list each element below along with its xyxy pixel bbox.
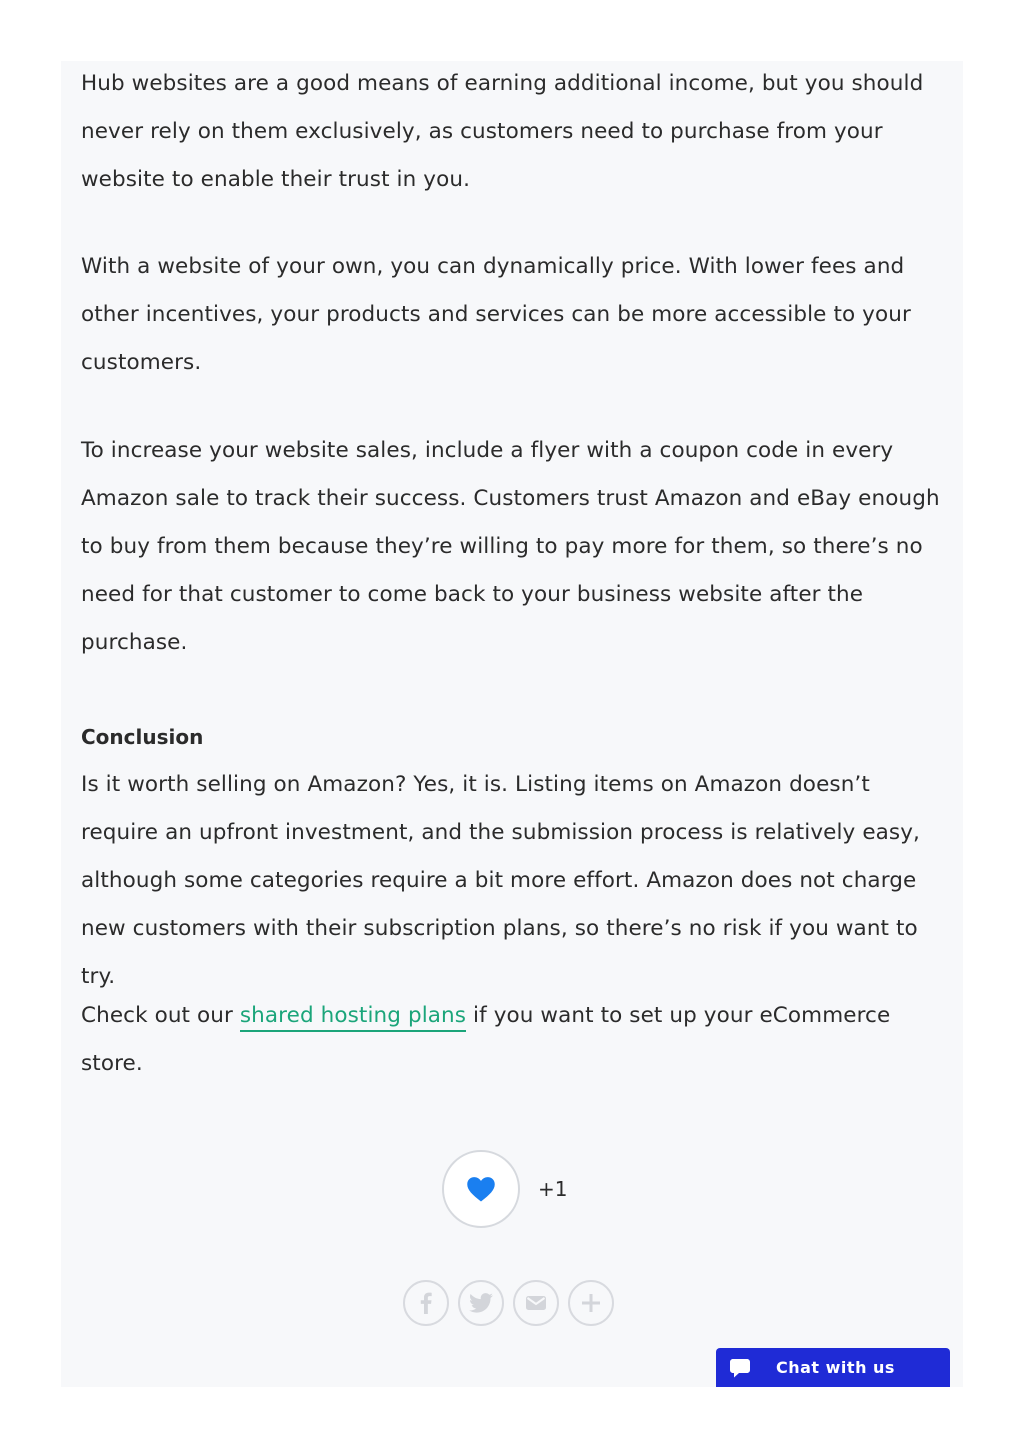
facebook-icon [419,1292,433,1314]
like-count: +1 [538,1177,568,1201]
conclusion-paragraph: Is it worth selling on Amazon? Yes, it is. Listing items on Amazon doesn’t require an upfront investment, and the submission process is relatively easy, although some categories require a bit more effort. Amazon does not charge new customers with their subscription plans, so there’s no risk if you want to try. [81,772,920,989]
cta-paragraph [81,992,951,1088]
heart-icon [466,1175,496,1203]
share-email-button[interactable] [513,1280,559,1326]
like-button[interactable] [442,1150,520,1228]
chat-bubble-icon [716,1348,764,1387]
article-paragraph: To increase your website sales, include a flyer with a coupon code in every Amazon sale to track their success. Customers trust Amazon and eBay enough to buy from them because they’re willing to pay more for them, so there’s no need for that customer to come back to your business website after the purchase. [81,438,940,655]
plus-icon [581,1293,601,1313]
article-paragraph: With a website of your own, you can dynamically price. With lower fees and other incentives, your products and services can be more accessible to your customers. [81,254,911,375]
share-more-button[interactable] [568,1280,614,1326]
share-facebook-button[interactable] [403,1280,449,1326]
cta-text-after: if you want to set up your eCommerce store. [81,1003,891,1076]
twitter-icon [469,1293,493,1313]
chat-widget-button[interactable] [716,1348,950,1387]
article-paragraph: Hub websites are a good means of earning additional income, but you should never rely on them exclusively, as customers need to purchase from your website to enable their trust in you. [81,71,924,192]
share-twitter-button[interactable] [458,1280,504,1326]
cta-text-before: Check out our [81,1003,240,1028]
email-icon [525,1292,547,1314]
share-buttons [403,1280,614,1326]
conclusion-heading: Conclusion [81,725,204,749]
article-content [61,61,963,1387]
shared-hosting-link[interactable]: shared hosting plans [240,1003,466,1032]
like-widget [442,1150,567,1228]
chat-label: Chat with us [776,1358,895,1377]
